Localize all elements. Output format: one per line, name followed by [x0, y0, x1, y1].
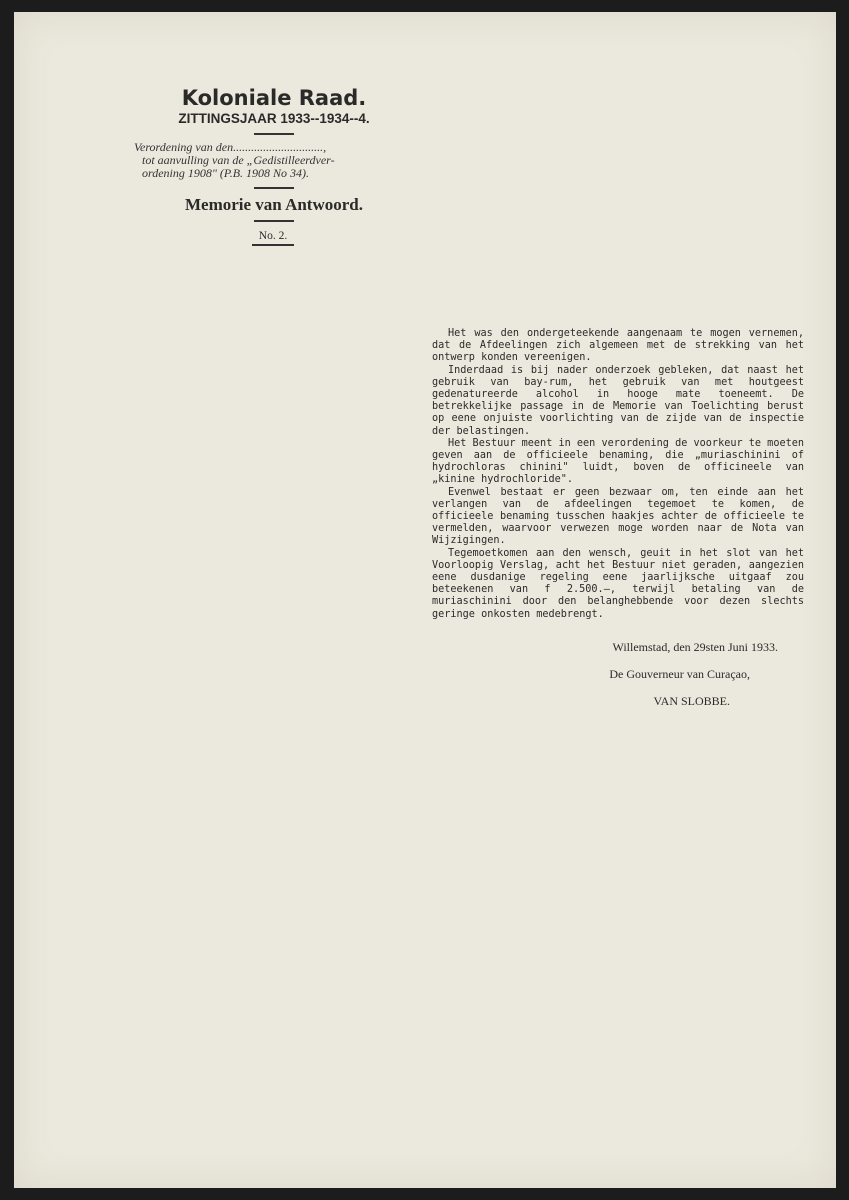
document-page	[14, 12, 836, 1188]
ordinance-line-3: ordening 1908" (P.B. 1908 No 34).	[142, 166, 310, 180]
signatory-name: VAN SLOBBE.	[653, 694, 730, 708]
ordinance-line-2: tot aanvulling van de „Gedistilleerdver-	[142, 153, 335, 167]
header-divider-3	[254, 220, 294, 222]
header-divider-2	[254, 187, 294, 189]
session-year: ZITTINGSJAAR 1933--1934--4.	[178, 111, 370, 126]
ordinance-description	[134, 141, 434, 180]
signature-block	[609, 640, 778, 721]
paragraph: Inderdaad is bij nader onderzoek gebleken, dat naast het gebruik van bay-rum, het gebruik van met houtgeest gedenatureerde alcohol in hooge mate toeneemt. De betrekkelijke passage in de Memorie van Toelichting berust op eene onjuiste voorlichting van de zijde van de inspectie der belastingen.	[432, 364, 804, 437]
governor-title: De Gouverneur van Curaçao,	[609, 667, 750, 681]
header-divider	[254, 133, 294, 135]
council-title: Koloniale Raad.	[181, 86, 367, 110]
document-type: Memorie van Antwoord.	[184, 195, 363, 214]
document-header	[134, 86, 434, 246]
document-number: No. 2.	[258, 230, 288, 242]
number-underline	[252, 244, 294, 246]
paragraph: Tegemoetkomen aan den wensch, geuit in het slot van het Voorloopig Verslag, acht het Bestuur niet geraden, aangezien eene dusdanige regeling eene jaarlijksche uitgaaf zou beteekenen van f 2.500.—, terwijl betaling van de muriaschinini door den belanghebbende voor dezen slechts geringe onkosten medebrengt.	[432, 547, 804, 620]
ordinance-line-1: Verordening van den..............................,	[134, 140, 327, 154]
body-text	[432, 328, 804, 621]
place-date: Willemstad, den 29sten Juni 1933.	[612, 640, 778, 654]
paragraph: Het was den ondergeteekende aangenaam te mogen vernemen, dat de Afdeelingen zich algemeen met de strekking van het ontwerp konden vereenigen.	[432, 328, 804, 364]
paragraph: Evenwel bestaat er geen bezwaar om, ten einde aan het verlangen van de afdeelingen tegemoet te komen, de officieele benaming tusschen haakjes achter de officieele te vermelden, waarvoor verwezen moge worden naar de Nota van Wijzigingen.	[432, 486, 804, 547]
paragraph: Het Bestuur meent in een verordening de voorkeur te moeten geven aan de officieele benaming, die „muriaschinini of hydrochloras chinini" luidt, boven de officineele van „kinine hydrochloride".	[432, 437, 804, 486]
